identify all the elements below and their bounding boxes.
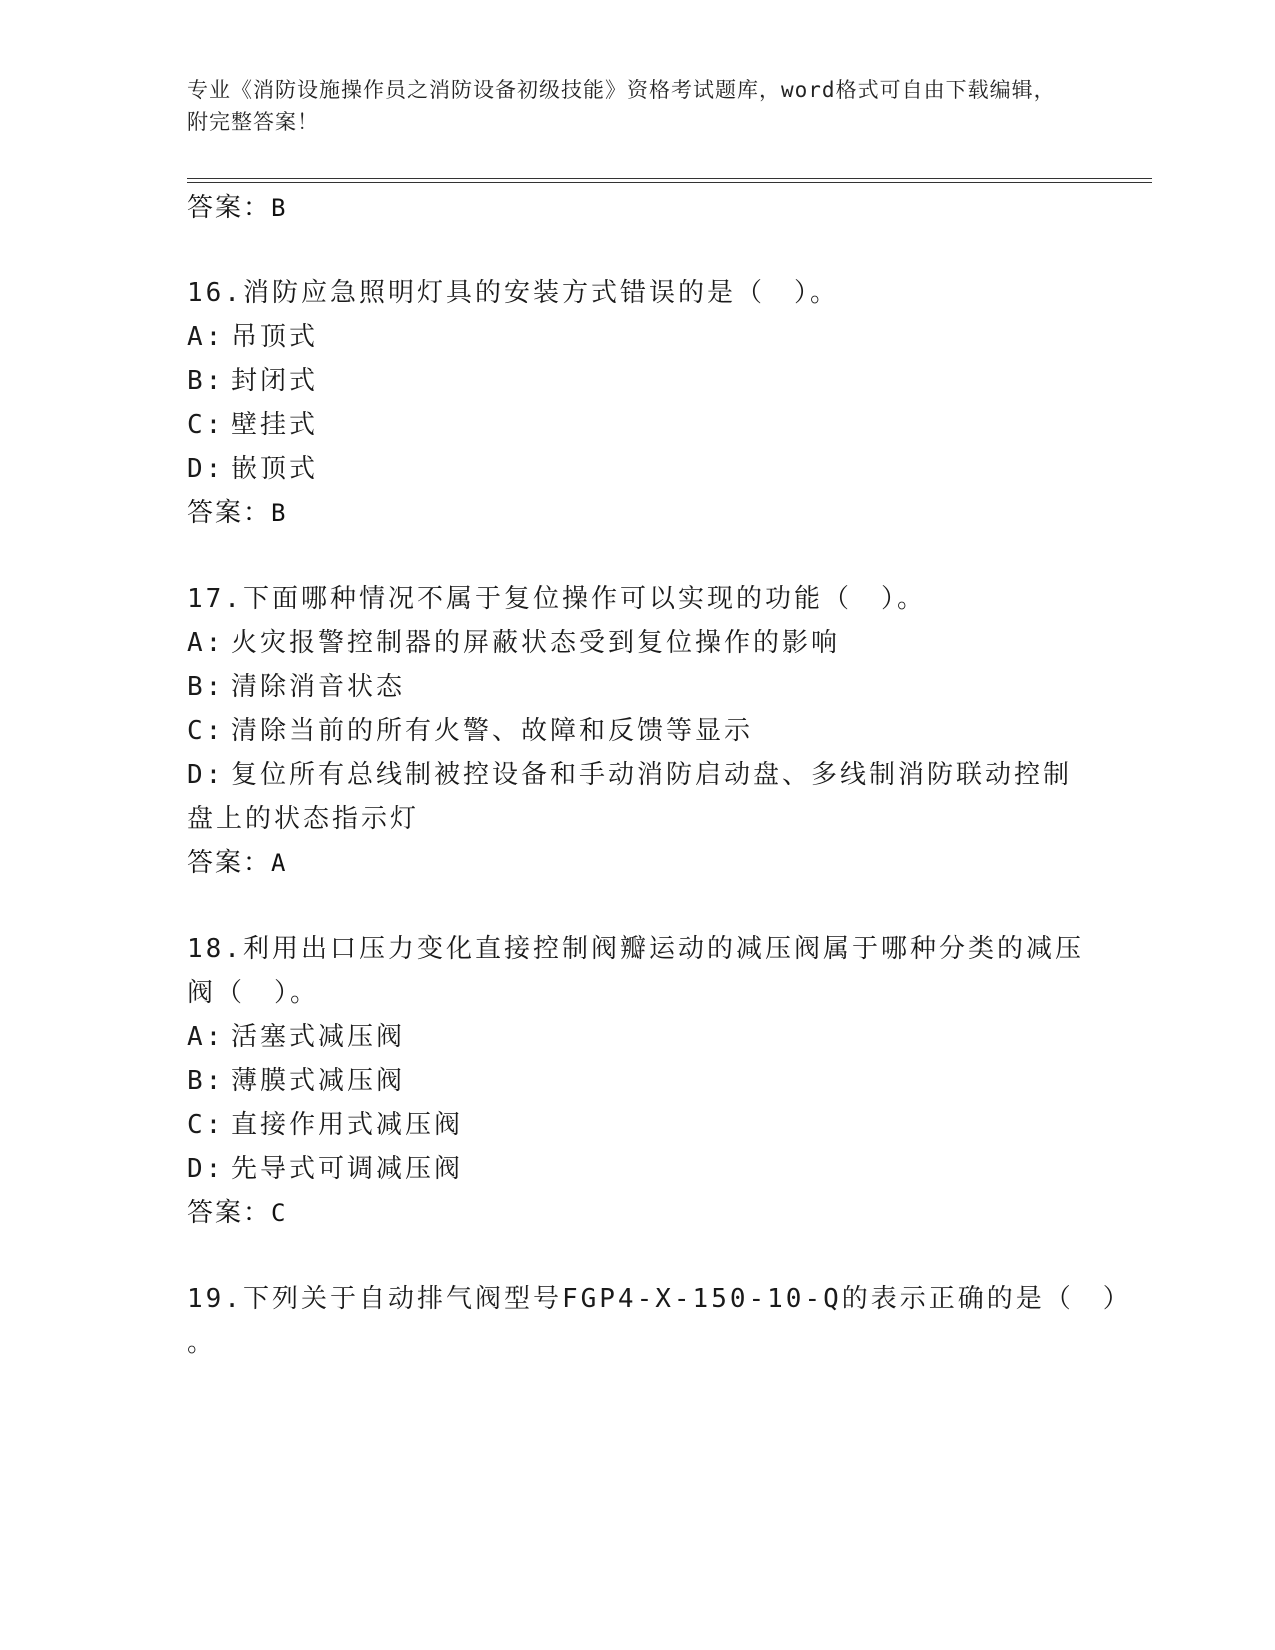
- answer-value: B: [271, 499, 288, 527]
- answer-17: [187, 842, 287, 879]
- header-rule-top: [187, 178, 1152, 179]
- answer-18: [187, 1192, 287, 1229]
- question-number: 16.: [187, 278, 243, 308]
- header-rule-bottom: [187, 182, 1152, 183]
- question-text: 下列关于自动排气阀型号FGP4-X-150-10-Q的表示正确的是（ ）: [242, 1284, 1132, 1314]
- question-19-stem-continuation: 。: [187, 1328, 217, 1358]
- answer-label: 答案：: [187, 1198, 272, 1228]
- option-text: 复位所有总线制被控设备和手动消防启动盘、多线制消防联动控制: [231, 760, 1073, 790]
- question-number: 17.: [187, 584, 243, 614]
- answer-label: 答案：: [187, 498, 272, 528]
- question-number: 18.: [187, 934, 243, 964]
- option-text: 封闭式: [231, 366, 319, 396]
- question-18-stem: [187, 928, 1084, 965]
- question-text: 消防应急照明灯具的安装方式错误的是（ ）。: [242, 278, 839, 308]
- option-text: 火灾报警控制器的屏蔽状态受到复位操作的影响: [231, 628, 841, 658]
- option-letter: D:: [187, 454, 225, 484]
- option-text: 壁挂式: [231, 410, 319, 440]
- option-text: 清除消音状态: [231, 672, 406, 702]
- option-letter: B:: [187, 1066, 225, 1096]
- answer-label: 答案：: [187, 848, 272, 878]
- option-letter: A:: [187, 1022, 225, 1052]
- answer-label: 答案：: [187, 193, 272, 223]
- question-17-option-b: [187, 666, 405, 703]
- question-text: 下面哪种情况不属于复位操作可以实现的功能（ ）。: [242, 584, 926, 614]
- option-letter: C:: [187, 716, 225, 746]
- question-18-option-c: [187, 1104, 463, 1141]
- option-letter: C:: [187, 410, 225, 440]
- question-17-option-d: [187, 754, 1072, 791]
- option-letter: A:: [187, 322, 225, 352]
- question-17-stem: [187, 578, 926, 615]
- answer-15: [187, 187, 287, 224]
- question-number: 19.: [187, 1284, 243, 1314]
- question-17-option-c: [187, 710, 753, 747]
- question-16-option-c: [187, 404, 318, 441]
- option-text: 活塞式减压阀: [231, 1022, 406, 1052]
- option-letter: B:: [187, 672, 225, 702]
- question-18-option-a: [187, 1016, 405, 1053]
- option-text: 先导式可调减压阀: [231, 1154, 464, 1184]
- question-text: 利用出口压力变化直接控制阀瓣运动的减压阀属于哪种分类的减压: [242, 934, 1084, 964]
- question-19-stem: [187, 1278, 1132, 1315]
- question-18-stem-continuation: 阀（ ）。: [187, 978, 320, 1008]
- option-letter: D:: [187, 760, 225, 790]
- option-text: 嵌顶式: [231, 454, 319, 484]
- option-letter: A:: [187, 628, 225, 658]
- answer-16: [187, 492, 287, 529]
- option-text: 薄膜式减压阀: [231, 1066, 406, 1096]
- question-18-option-d: [187, 1148, 463, 1185]
- question-16-option-a: [187, 316, 318, 353]
- question-18-option-b: [187, 1060, 405, 1097]
- option-text: 直接作用式减压阀: [231, 1110, 464, 1140]
- option-letter: C:: [187, 1110, 225, 1140]
- question-16-option-d: [187, 448, 318, 485]
- answer-value: B: [271, 194, 288, 222]
- option-text: 清除当前的所有火警、故障和反馈等显示: [231, 716, 754, 746]
- answer-value: A: [271, 849, 288, 877]
- answer-value: C: [271, 1199, 288, 1227]
- question-16-option-b: [187, 360, 318, 397]
- option-text: 吊顶式: [231, 322, 319, 352]
- question-16-stem: [187, 272, 839, 309]
- document-header: 专业《消防设施操作员之消防设备初级技能》资格考试题库，word格式可自由下载编辑，附完整答案！: [187, 78, 1056, 134]
- question-17-option-a: [187, 622, 840, 659]
- question-17-option-d-continuation: 盘上的状态指示灯: [187, 804, 420, 834]
- option-letter: D:: [187, 1154, 225, 1184]
- option-letter: B:: [187, 366, 225, 396]
